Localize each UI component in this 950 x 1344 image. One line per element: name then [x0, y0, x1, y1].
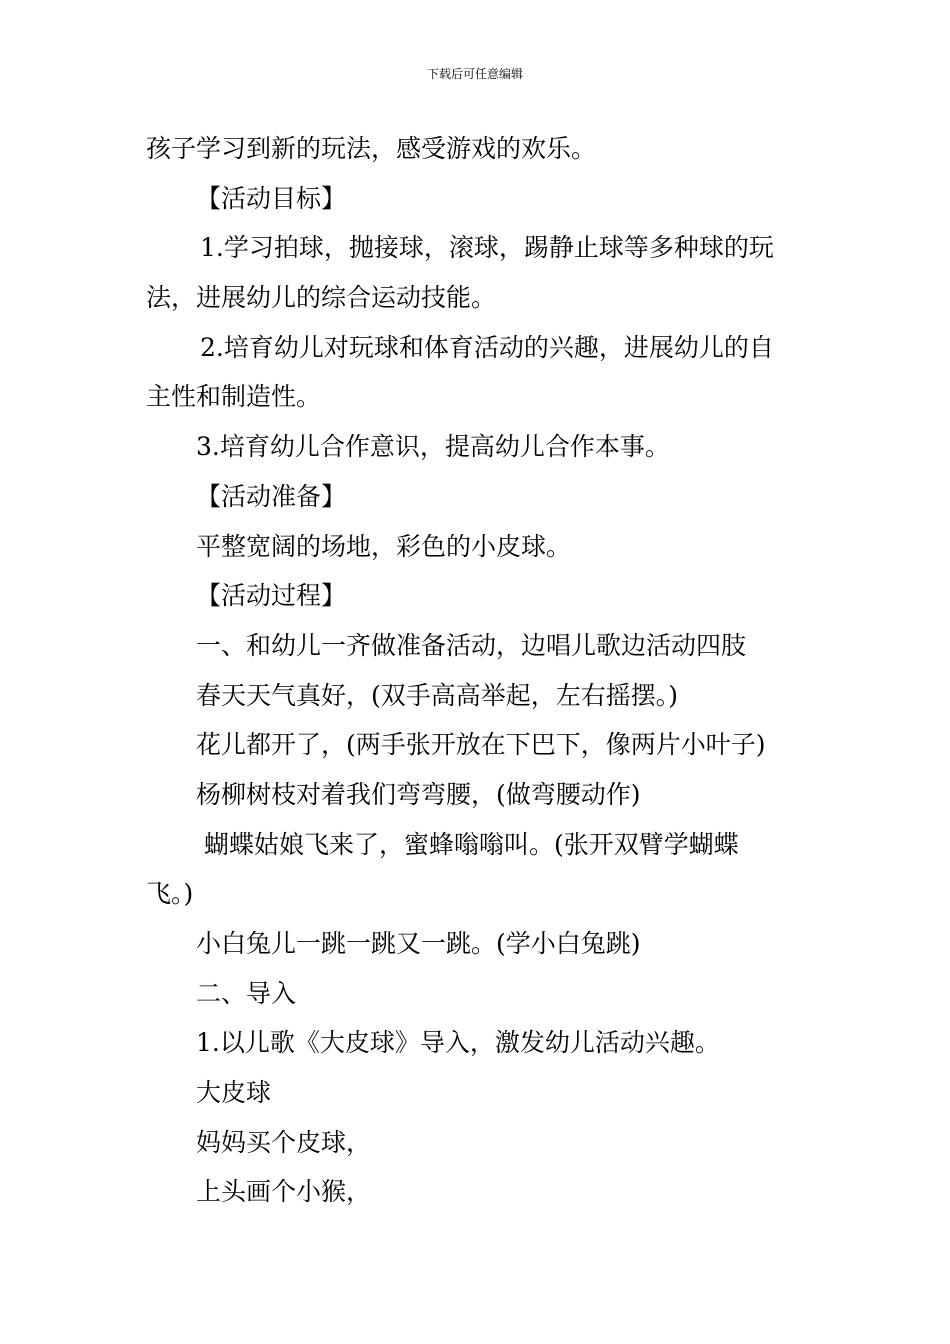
section-heading-goals: 【活动目标】	[196, 183, 347, 213]
paragraph-line: 杨柳树枝对着我们弯弯腰，(做弯腰动作)	[196, 779, 641, 809]
paragraph-line: 3.培育幼儿合作意识，提高幼儿合作本事。	[196, 432, 670, 462]
poem-line: 妈妈买个皮球，	[196, 1127, 372, 1157]
page-header: 下载后可任意编辑	[426, 67, 523, 81]
poem-title: 大皮球	[196, 1078, 272, 1108]
paragraph-line: 一、和幼儿一齐做准备活动，边唱儿歌边活动四肢	[196, 630, 747, 660]
document-body	[146, 124, 810, 1217]
section-heading-preparation: 【活动准备】	[196, 481, 347, 511]
paragraph-line: 飞。)	[146, 879, 194, 909]
paragraph-line: 平整宽阔的场地，彩色的小皮球。	[196, 531, 572, 561]
paragraph-line: 1.学习拍球，抛接球，滚球，踢静止球等多种球的玩	[200, 233, 774, 263]
paragraph-line: 孩子学习到新的玩法，感受游戏的欢乐。	[146, 134, 597, 163]
paragraph-line: 1.以儿歌《大皮球》导入，激发幼儿活动兴趣。	[196, 1028, 720, 1058]
section-heading-process: 【活动过程】	[196, 581, 347, 611]
paragraph-line: 小白兔儿一跳一跳又一跳。(学小白兔跳)	[196, 929, 641, 958]
paragraph-line: 法，进展幼儿的综合运动技能。	[146, 283, 497, 313]
poem-line: 上头画个小猴，	[196, 1177, 372, 1207]
paragraph-line: 主性和制造性。	[146, 382, 322, 412]
paragraph-line: 花儿都开了，(两手张开放在下巴下，像两片小叶子)	[196, 730, 766, 760]
paragraph-line: 春天天气真好，(双手高高举起，左右摇摆。)	[196, 680, 679, 710]
paragraph-line: 2.培育幼儿对玩球和体育活动的兴趣，进展幼儿的自	[200, 332, 774, 362]
section-heading-intro: 二、导入	[196, 978, 297, 1008]
paragraph-line: 蝴蝶姑娘飞来了，蜜蜂嗡嗡叫。(张开双臂学蝴蝶	[204, 829, 739, 859]
